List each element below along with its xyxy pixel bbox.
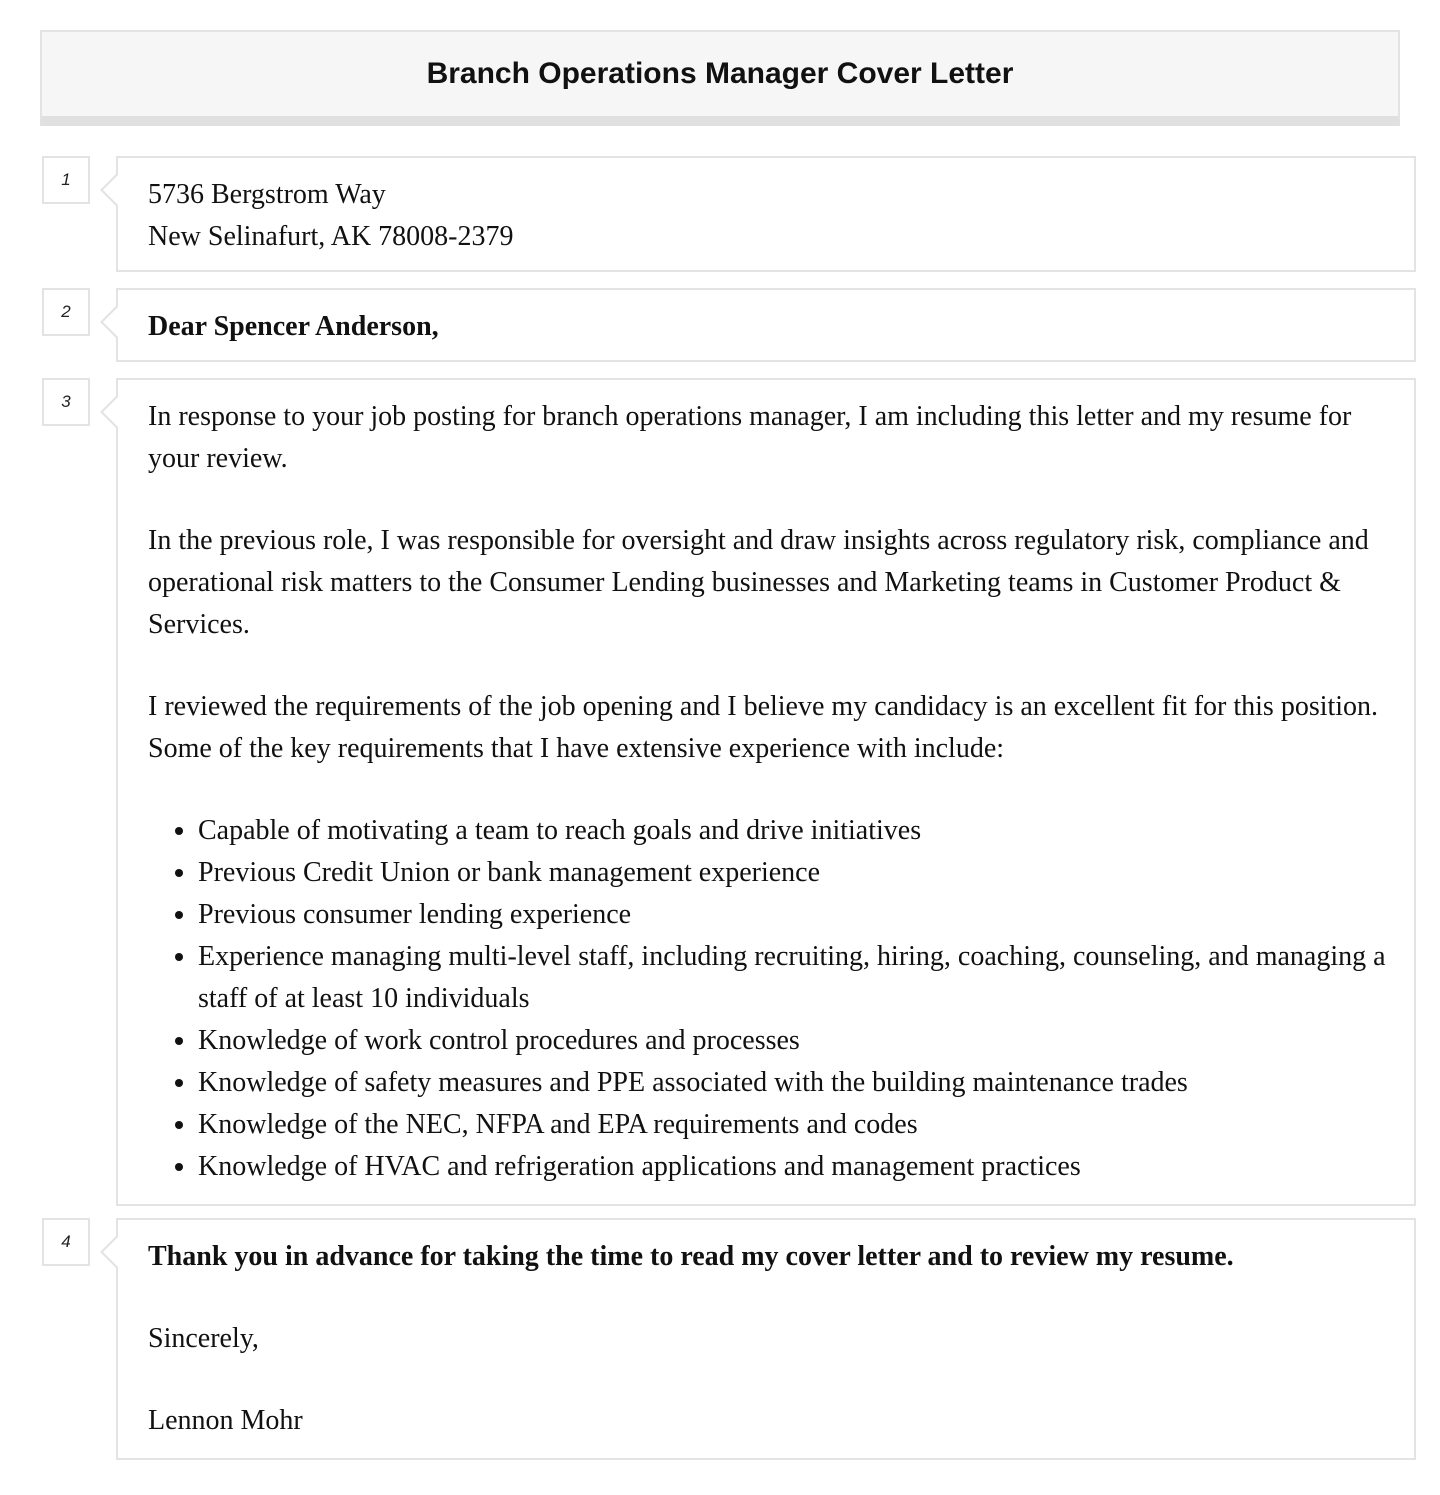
closing-statement: Thank you in advance for taking the time to read my cover letter and to review my resume.	[148, 1241, 1234, 1272]
signature-name: Lennon Mohr	[148, 1405, 303, 1436]
salutation-box	[116, 288, 1416, 362]
requirements-list	[148, 810, 1400, 1188]
list-item: • Knowledge of safety measures and PPE associated with the building maintenance trades	[198, 1062, 1400, 1104]
section-number: 1	[42, 156, 90, 204]
list-item: • Previous Credit Union or bank management experience	[198, 852, 1400, 894]
list-item: • Knowledge of HVAC and refrigeration applications and management practices	[198, 1146, 1400, 1188]
body-paragraph: In response to your job posting for branch operations manager, I am including this letter and my resume for your review.	[148, 401, 1352, 474]
closing-box	[116, 1218, 1416, 1460]
body-box	[116, 378, 1416, 1206]
salutation: Dear Spencer Anderson,	[148, 311, 439, 342]
list-item: • Capable of motivating a team to reach goals and drive initiatives	[198, 810, 1400, 852]
list-item: • Previous consumer lending experience	[198, 894, 1400, 936]
address-line-1: 5736 Bergstrom Way	[148, 179, 386, 210]
section-number: 2	[42, 288, 90, 336]
list-item: • Knowledge of the NEC, NFPA and EPA requirements and codes	[198, 1104, 1400, 1146]
section-number: 3	[42, 378, 90, 426]
list-item: • Experience managing multi-level staff, including recruiting, hiring, coaching, counseling, and managing a staff of at least 10 individuals	[198, 936, 1400, 1020]
body-paragraph: In the previous role, I was responsible for oversight and draw insights across regulatory risk, compliance and operational risk matters to the Consumer Lending businesses and Marketing teams in Customer Product & Services.	[148, 525, 1369, 640]
section-number: 4	[42, 1218, 90, 1266]
page-title: Branch Operations Manager Cover Letter	[426, 57, 1014, 90]
body-paragraph: I reviewed the requirements of the job opening and I believe my candidacy is an excellent fit for this position. Some of the key requirements that I have extensive experience with include:	[148, 691, 1379, 764]
signoff: Sincerely,	[148, 1323, 259, 1354]
address-line-2: New Selinafurt, AK 78008-2379	[148, 221, 514, 252]
page-header	[40, 30, 1400, 126]
address-box	[116, 156, 1416, 272]
list-item: • Knowledge of work control procedures and processes	[198, 1020, 1400, 1062]
